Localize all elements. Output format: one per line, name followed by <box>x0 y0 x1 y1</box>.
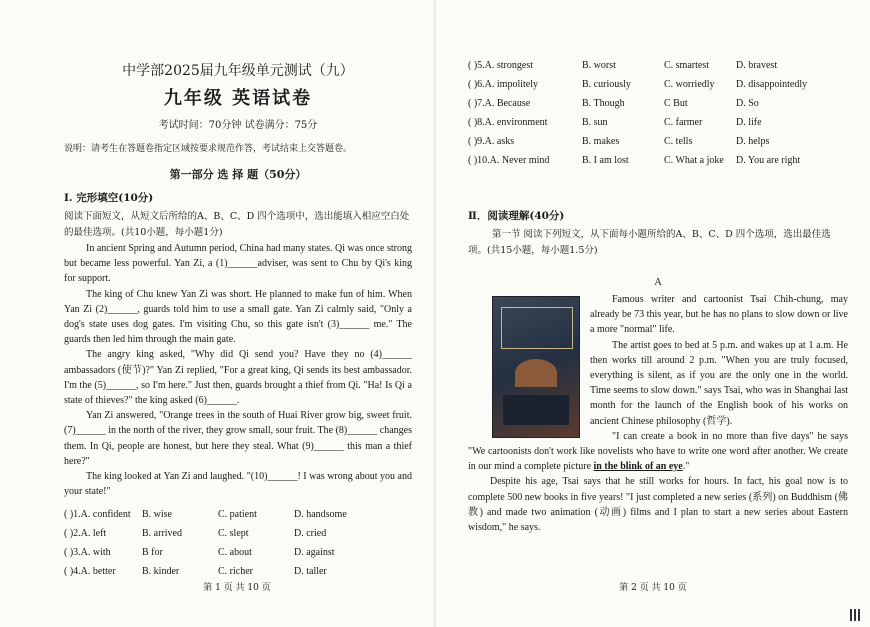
option-d: D. bravest <box>736 60 778 71</box>
qr-code-icon <box>850 609 862 621</box>
option-a: ( )8.A. environment <box>468 117 548 128</box>
option-a: ( )4.A. better <box>64 566 116 578</box>
page-footer: 第 1 页 共 10 页 <box>203 583 271 593</box>
option-b: B. sun <box>582 117 608 128</box>
option-a: ( )2.A. left <box>64 528 107 540</box>
book-cover-frame <box>501 307 573 349</box>
section-heading: I. 完形填空(10分) <box>64 192 154 204</box>
article-paragraph: Famous writer and cartoonist Tsai Chih-chung, may already be 73 this year, but he has no plans to slow down or live a more "normal" life. <box>590 294 848 336</box>
option-a: ( )1.A. confident <box>64 509 131 521</box>
option-a: ( )3.A. with <box>64 547 111 559</box>
option-d: D. life <box>736 117 762 128</box>
option-a: ( )7.A. Because <box>468 98 531 109</box>
option-row <box>468 113 848 132</box>
option-a: ( )10.A. Never mind <box>468 155 550 166</box>
option-c: C. smartest <box>664 60 709 71</box>
option-row <box>64 524 412 543</box>
option-c: C. slept <box>218 528 249 540</box>
quote-text: "I can create a book in no more than five days" he says "We cartoonists don't work like novelists who have to write one word after another. We create in our mind a complete picture <box>468 430 848 473</box>
section-instruction: 第一节 阅读下列短文，从下面每小题所给的A、B、C、D 四个选项，选出最佳选项。(共15小题，每小题1.5分) <box>468 229 831 256</box>
option-d: D. disappointedly <box>736 79 808 90</box>
right-page <box>436 0 870 627</box>
option-row <box>64 562 412 581</box>
passage-paragraph: The king of Chu knew Yan Zi was short. He planned to make fun of him. When Yan Zi (2)______, guards told him to use a small gate. Yan Zi calmly said, "Only a dog's state uses dog gates. I'm visiting Chu, so this gate isn't (3)______ me." The guards then led him through the main gate. <box>64 288 412 346</box>
option-d: D. against <box>294 547 335 559</box>
option-c: C But <box>664 98 688 109</box>
option-d: D. You are right <box>736 155 801 166</box>
option-c: C. What a joke <box>664 155 724 166</box>
option-b: B. wise <box>142 509 172 521</box>
option-b: B. Though <box>582 98 625 109</box>
option-d: D. taller <box>294 566 327 578</box>
option-b: B for <box>142 547 163 559</box>
options-list <box>468 56 848 170</box>
option-c: C. farmer <box>664 117 703 128</box>
quote-end: ." <box>682 461 690 473</box>
highlighted-phrase: in the blink of an eye <box>593 461 683 473</box>
option-c: C. about <box>218 547 252 559</box>
option-row <box>468 94 848 113</box>
book-cover-base <box>503 395 569 425</box>
option-a: ( )5.A. strongest <box>468 60 533 71</box>
option-row <box>64 505 412 524</box>
option-c: C. patient <box>218 509 257 521</box>
article-paragraph: Despite his age, Tsai says that he still works for hours. In fact, his goal now is to complete 500 new books in five years! "I just completed a new series (系列) on Buddhism (佛教) and made two animation (动画) films and I plan to start a new series about Eastern wisdom," he says. <box>468 476 848 534</box>
option-d: D. handsome <box>294 509 347 521</box>
option-row <box>468 151 848 170</box>
option-d: D. So <box>736 98 759 109</box>
section-heading: Ⅱ．阅读理解(40分) <box>468 210 565 222</box>
reading-article <box>468 292 848 535</box>
section-instruction: 阅读下面短文，从短文后所给的A、B、C、D 四个选项中，选出能填入相应空白处的最佳选项。(共10小题，每小题1分) <box>64 211 410 238</box>
book-cover-figure <box>515 359 557 387</box>
passage-paragraph: The king looked at Yan Zi and laughed. "(10)______! I was wrong about you and your state!" <box>64 471 412 498</box>
option-a: ( )6.A. impolitely <box>468 79 538 90</box>
option-c: C. worriedly <box>664 79 715 90</box>
exam-note: 说明：请考生在答题卷指定区域按要求规范作答，考试结束上交答题卷。 <box>64 144 353 154</box>
option-row <box>468 75 848 94</box>
book-cover-image <box>492 296 580 438</box>
option-b: B. makes <box>582 136 620 147</box>
part-heading: 第一部分 选 择 题（50分） <box>169 168 307 181</box>
option-c: C. tells <box>664 136 693 147</box>
options-list <box>64 505 412 581</box>
option-b: B. I am lost <box>582 155 629 166</box>
option-c: C. richer <box>218 566 253 578</box>
option-b: B. curiously <box>582 79 631 90</box>
page-footer: 第 2 页 共 10 页 <box>619 583 687 593</box>
cloze-passage <box>64 241 412 499</box>
left-page <box>0 0 434 627</box>
option-row <box>468 132 848 151</box>
exam-title: 中学部2025届九年级单元测试（九） <box>122 63 354 79</box>
exam-meta: 考试时间：70分钟 试卷满分：75分 <box>158 120 318 131</box>
exam-subtitle: 九年级 英语试卷 <box>163 88 313 109</box>
option-d: D. cried <box>294 528 327 540</box>
passage-paragraph: The angry king asked, "Why did Qi send you? Have they no (4)______ ambassadors (使节)?" Yan Zi replied, "For a great king, Qi sends its best ambassador. I'm the (5)______, so I'm here." Just then, guards brought a thief from Qi. "Ha! Is Qi a state of thieves?" the king asked (6)______. <box>64 349 412 407</box>
passage-paragraph: In ancient Spring and Autumn period, China had many states. Qi was once strong but became less powerful. Yan Zi, a (1)______adviser, was sent to Chu by Qi's king for support. <box>64 243 412 285</box>
article-title: A <box>654 277 662 288</box>
option-d: D. helps <box>736 136 770 147</box>
passage-paragraph: Yan Zi answered, "Orange trees in the south of Huai River grow big, sweet fruit. (7)______ in the north of the river, they grow small, sour fruit. The (8)______ changes them. In Qi, people are honest, but here they steal. What (9)______ this man a thief here?" <box>64 410 412 467</box>
option-row <box>468 56 848 75</box>
option-b: B. arrived <box>142 528 182 540</box>
article-paragraph: The artist goes to bed at 5 p.m. and wakes up at 1 a.m. He then works till around 2 p.m. "When you are truly focused, everything is silent, as if you are the only one in the world. Time seems to slow down." says Tsai, who was in Shanghai last month for the launch of the English book of his works on ancient Chinese philosophy (哲学). <box>590 339 848 427</box>
option-row <box>64 543 412 562</box>
option-b: B. kinder <box>142 566 180 578</box>
option-a: ( )9.A. asks <box>468 136 515 147</box>
option-b: B. worst <box>582 60 616 71</box>
